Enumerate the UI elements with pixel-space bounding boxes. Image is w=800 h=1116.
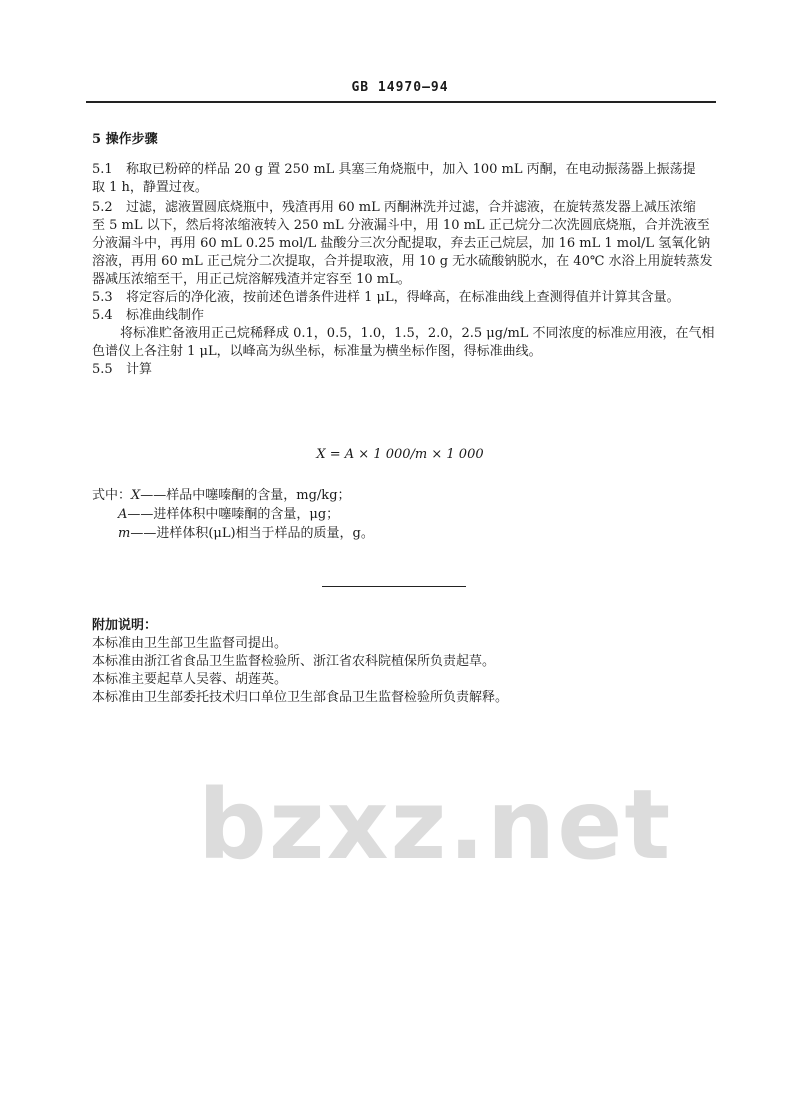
header-rule: [86, 101, 716, 103]
notes-heading: 附加说明：: [92, 618, 158, 633]
variable-description: ——进样体积(μL)相当于样品的质量，g。: [130, 526, 374, 541]
formula: X = A × 1 000/m × 1 000: [316, 447, 484, 462]
note-line: 本标准由卫生部委托技术归口单位卫生部食品卫生监督检验所负责解释。: [92, 690, 509, 705]
paragraph-5-4-line: 色谱仪上各注射 1 μL，以峰高为纵坐标，标准量为横坐标作图，得标准曲线。: [92, 344, 542, 359]
clause-number: 5.2: [92, 200, 113, 215]
text: 标准曲线制作: [126, 308, 205, 323]
clause-number: 5.5: [92, 362, 113, 377]
clause-number: 5.1: [92, 162, 113, 177]
paragraph-5-2-line: [92, 200, 696, 216]
variable-description: ——进样体积中噻嗪酮的含量，μg；: [127, 507, 340, 522]
where-label: 式中：: [92, 488, 132, 503]
clause-number: 5.3: [92, 290, 113, 305]
paragraph-5-2-line: 溶液，再用 60 mL 正己烷分二次提取，合并提取液，用 10 g 无水硫酸钠脱水，在 40℃ 水浴上用旋转蒸发: [92, 254, 713, 269]
clause-5-5-title: [92, 362, 152, 378]
section-heading: 5 操作步骤: [92, 132, 158, 147]
paragraph-5-1-line: 取 1 h，静置过夜。: [92, 180, 208, 195]
clause-number: 5.4: [92, 308, 113, 323]
variable-symbol: m: [118, 526, 131, 541]
variable-definition: [92, 488, 351, 504]
paragraph-5-1-line: [92, 162, 696, 178]
note-line: 本标准由卫生部卫生监督司提出。: [92, 636, 288, 651]
paragraph-5-2-line: 分液漏斗中，再用 60 mL 0.25 mol/L 盐酸分三次分配提取，弃去正己烷层，加 16 mL 1 mol/L 氢氧化钠: [92, 236, 711, 251]
paragraph-5-4-line: 将标准贮备液用正己烷稀释成 0.1，0.5，1.0，1.5，2.0，2.5 μg/mL 不同浓度的标准应用液，在气相: [120, 326, 715, 341]
variable-definition: [118, 507, 339, 523]
note-line: 本标准主要起草人吴蓉、胡莲英。: [92, 672, 288, 687]
paragraph-5-3: [92, 290, 680, 306]
variable-description: ——样品中噻嗪酮的含量，mg/kg；: [140, 488, 351, 503]
end-rule: [322, 586, 466, 587]
clause-5-4-title: [92, 308, 204, 324]
variable-definition: [118, 526, 374, 542]
watermark: bzxz.net: [198, 769, 673, 881]
note-line: 本标准由浙江省食品卫生监督检验所、浙江省农科院植保所负责起草。: [92, 654, 496, 669]
variable-symbol: X: [131, 488, 141, 503]
text: 称取已粉碎的样品 20 g 置 250 mL 具塞三角烧瓶中，加入 100 mL 丙酮，在电动振荡器上振荡提: [126, 162, 696, 177]
paragraph-5-2-line: 器减压浓缩至干，用正己烷溶解残渣并定容至 10 mL。: [92, 272, 411, 287]
text: 将定容后的净化液，按前述色谱条件进样 1 μL，得峰高，在标准曲线上查测得值并计算其含量。: [126, 290, 680, 305]
variable-symbol: A: [118, 507, 128, 522]
standard-number-header: GB 14970—94: [351, 80, 449, 95]
text: 过滤，滤液置圆底烧瓶中，残渣再用 60 mL 丙酮淋洗并过滤，合并滤液，在旋转蒸发器上减压浓缩: [126, 200, 696, 215]
text: 计算: [126, 362, 153, 377]
paragraph-5-2-line: 至 5 mL 以下，然后将浓缩液转入 250 mL 分液漏斗中，用 10 mL 正己烷分二次洗圆底烧瓶，合并洗液至: [92, 218, 710, 233]
